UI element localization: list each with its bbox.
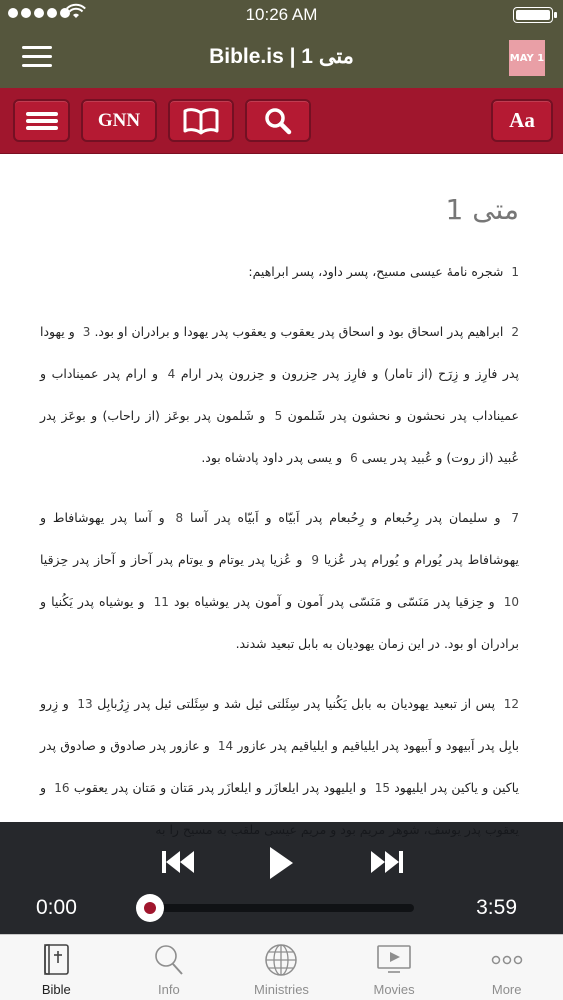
- total-duration: 3:59: [476, 896, 517, 919]
- verse-text[interactable]: و عُزیا پدر یوتام و یوتام پدر آحاز و آحاز پدر حِزقیا: [40, 552, 303, 567]
- tab-movies[interactable]: [338, 935, 451, 1000]
- verse-text[interactable]: و سلیمان پدر رِحُبعام و رِحُبعام پدر اَبیّاه و اَبیّاه پدر آسا: [190, 510, 501, 525]
- verse-number[interactable]: 14: [217, 739, 234, 753]
- tab-bar: [0, 934, 563, 1000]
- verse-number[interactable]: 1: [511, 265, 519, 279]
- progress-track[interactable]: [150, 904, 414, 912]
- status-time: 10:26 AM: [245, 5, 318, 24]
- version-button[interactable]: GNN: [81, 99, 157, 142]
- status-bar: [0, 0, 563, 28]
- verse-number[interactable]: 13: [77, 697, 93, 711]
- battery-icon: [513, 7, 553, 23]
- tab-label: Info: [158, 982, 180, 997]
- verse-text[interactable]: پس از تبعید یهودیان به بابل یَکُنیا پدر سِئَلتی ئیل شد و سِئَلتی ئیل پدر زِرُبابِل: [97, 696, 496, 711]
- next-chapter-button[interactable]: [370, 849, 404, 879]
- verse-text[interactable]: و ایلیهود پدر ایلعازَر و ایلعازَر پدر مَتان و مَتان پدر یعقوب: [73, 780, 367, 795]
- previous-chapter-button[interactable]: [161, 849, 195, 879]
- rewind-icon: [161, 849, 195, 875]
- tab-label: Bible: [41, 982, 71, 997]
- chapter-list-button[interactable]: [13, 99, 70, 142]
- scripture-reader[interactable]: [0, 155, 563, 823]
- verse-text[interactable]: و یهودا پدر فارِز و زِرَح (از تامار) و فارِز پدر حِزرون و حِزرون پدر ارام: [40, 324, 519, 381]
- verse-number[interactable]: 15: [374, 781, 390, 795]
- verse-number[interactable]: 9: [311, 553, 319, 567]
- verse-text[interactable]: و ارام پدر عمیناداب و عمیناداب پدر نحشون و نحشون پدر شَلمون: [40, 366, 519, 423]
- verse-number[interactable]: 6: [350, 451, 358, 465]
- verses-container: [40, 251, 519, 869]
- open-book-icon: [183, 108, 219, 134]
- globe-icon: [264, 943, 298, 980]
- play-button[interactable]: [268, 846, 294, 884]
- verse-number[interactable]: 12: [503, 697, 519, 711]
- book-button[interactable]: [168, 99, 234, 142]
- tab-label: Movies: [373, 982, 415, 997]
- nav-bar: [0, 28, 563, 88]
- scripture-paragraph: [40, 251, 519, 293]
- page-title: Bible.is | متی 1: [209, 45, 354, 68]
- verse-number[interactable]: 11: [153, 595, 169, 609]
- verse-number[interactable]: 2: [511, 325, 520, 339]
- verse-number[interactable]: 4: [167, 367, 176, 381]
- bible-icon: [41, 943, 71, 980]
- search-button[interactable]: [245, 99, 311, 142]
- progress-thumb[interactable]: [136, 894, 164, 922]
- verse-text[interactable]: و یسی پدر داود پادشاه بود.: [201, 450, 343, 465]
- tab-label: More: [491, 982, 522, 997]
- verse-of-day-badge[interactable]: MAY 1: [509, 40, 545, 76]
- verse-text[interactable]: و آسا پدر یهوشافاط و یهوشافاط پدر یُورام و یُورام پدر عُزیا: [40, 510, 519, 567]
- list-icon: [26, 109, 58, 133]
- scripture-paragraph: [40, 497, 519, 665]
- tab-label: Ministries: [254, 982, 309, 997]
- verse-text[interactable]: و حِزقیا پدر مَنَسّی و مَنَسّی پدر آمون و آمون پدر یوشیاه بود: [173, 594, 495, 609]
- chapter-heading: متی 1: [445, 193, 519, 226]
- app-header: [0, 0, 563, 88]
- verse-number[interactable]: 3: [82, 325, 91, 339]
- verse-text[interactable]: و: [40, 780, 47, 795]
- verse-number[interactable]: 7: [511, 511, 519, 525]
- video-icon: [376, 943, 412, 978]
- verse-text[interactable]: و شَلمون پدر بوعَز (از راحاب) و بوعَز پدر عُبید (از روت) و عُبید پدر یسی: [40, 408, 519, 465]
- play-icon: [268, 846, 294, 880]
- tab-bible[interactable]: [0, 935, 113, 1000]
- verse-number[interactable]: 16: [54, 781, 70, 795]
- tab-ministries[interactable]: [225, 935, 338, 1000]
- verse-text[interactable]: ابراهیم پدر اسحاق بود و اسحاق پدر یعقوب و یعقوب پدر یهودا و برادران او بود.: [94, 324, 504, 339]
- fast-forward-icon: [370, 849, 404, 875]
- audio-player: [0, 822, 563, 934]
- verse-text[interactable]: و یوشیاه پدر یَکُنیا و برادران او بود. در این زمان یهودیان به بابل تبعید شدند.: [40, 594, 519, 651]
- verse-text[interactable]: و عازور پدر صادوق و صادوق پدر یاکین و یاکین پدر ایلیهود: [40, 738, 519, 795]
- verse-number[interactable]: 5: [274, 409, 283, 423]
- scripture-paragraph: [40, 311, 519, 479]
- font-size-button[interactable]: Aa: [491, 99, 553, 142]
- verse-number[interactable]: 10: [503, 595, 519, 609]
- tab-info[interactable]: [113, 935, 226, 1000]
- verse-text[interactable]: و زِرو بابِل پدر اَبیهود و اَبیهود پدر ایلیاقیم و ایلیاقیم پدر عازور: [40, 696, 519, 753]
- elapsed-time: 0:00: [36, 896, 77, 919]
- tab-more[interactable]: [450, 935, 563, 1000]
- search-icon: [153, 943, 185, 980]
- verse-text[interactable]: شجره نامهٔ عیسی مسیح، پسر داود، پسر ابراهیم:: [248, 264, 504, 279]
- verse-number[interactable]: 8: [175, 511, 184, 525]
- reader-toolbar: [0, 88, 563, 154]
- search-icon: [264, 107, 292, 135]
- more-icon: [490, 943, 524, 980]
